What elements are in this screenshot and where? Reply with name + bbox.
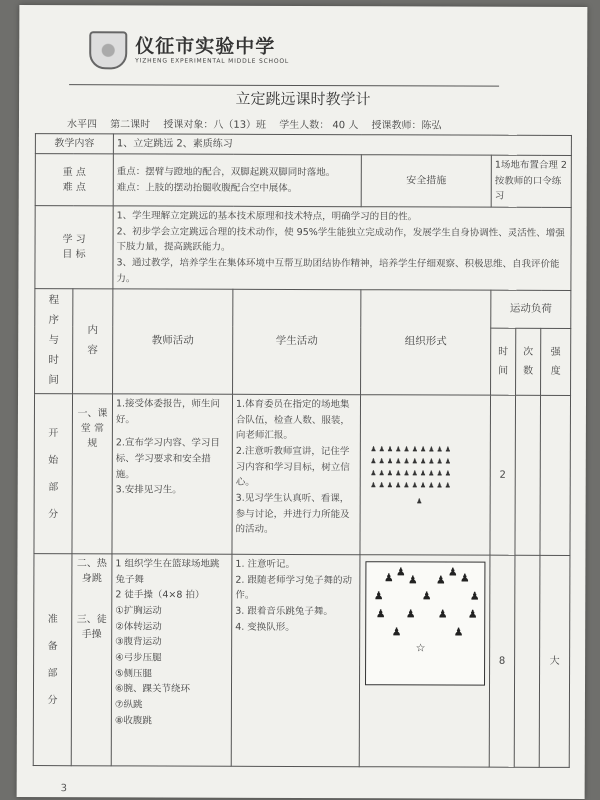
goal-item: 3、通过教学，培养学生在集体环境中互帮互助团结协作精神，培养学生仔细观察、积极思维、自我评价能力。 <box>116 257 560 285</box>
teacher-activity: 1.接受体委报告，师生问好。 2.宣布学习内容、学习目标、学习要求和安全措施。 3.安排见习生。 <box>112 394 233 554</box>
student-activity: 1.体育委员在指定的场地集合队伍，检查人数、服装，向老师汇报。 2.注意听教师宣讲，记住学习内容和学习目标，树立信心。 3.见习学生认真听、看课，参与讨论，并进行力所能及的活动。 <box>232 394 361 554</box>
intensity-value: 大 <box>539 555 570 767</box>
student-figure-icon: ♟ <box>405 607 416 621</box>
content-header: 内 容 <box>73 289 113 394</box>
phase-warmup: 准 备 部 分 <box>33 554 72 766</box>
lesson-plan-table <box>33 133 572 768</box>
time-value: 8 <box>489 555 515 767</box>
document-page <box>17 5 588 799</box>
organization-header: 组织形式 <box>361 290 491 395</box>
student-activity-header: 学生活动 <box>233 290 361 395</box>
safety-label: 安全措施 <box>361 155 491 207</box>
formation-diagram-warmup <box>359 555 490 767</box>
page-number: 3 <box>60 783 68 795</box>
teacher-name: 授课教师：陈弘 <box>371 120 442 132</box>
teacher-figure-icon: ♟ <box>416 496 423 505</box>
student-activity: 1. 注意听记。 2. 跟随老师学习兔子舞的动作。 3. 跟着音乐跳兔子舞。 4. 变换队形。 <box>231 554 360 766</box>
content-warmup: 二、热 身跳 三、徒 手操 <box>71 554 112 766</box>
phase-start: 开 始 部 分 <box>34 394 73 554</box>
count-header: 次 数 <box>516 328 541 395</box>
formation-row: ♟♟♟♟♟♟♟♟♟♟ <box>370 456 454 466</box>
teacher-star-icon: ☆ <box>415 641 426 655</box>
teacher-activity-header: 教师活动 <box>113 289 233 394</box>
content-value: 1、立定跳远 2、素质练习 <box>113 134 571 156</box>
teacher-activity: 1 组织学生在篮球场地跳兔子舞 2 徒手操（4×8 拍） ①扩胸运动 ②体转运动 ③腹背运动 ④弓步压腿 ⑤侧压腿 ⑥腕、踝关节绕环 ⑦纵跳 ⑧收腹跳 <box>111 554 232 766</box>
table-row <box>33 554 570 768</box>
key-points-label: 重 点 难 点 <box>35 154 113 206</box>
intensity-value <box>540 395 571 555</box>
student-figure-icon: ♟ <box>453 625 464 639</box>
student-count: 学生人数： 40 人 <box>279 119 359 132</box>
goal-item: 1、学生理解立定跳远的基本技术原理和技术特点，明确学习的目的性。 <box>116 210 418 223</box>
goals-list <box>113 206 571 291</box>
student-figure-icon: ♟ <box>467 607 478 621</box>
student-figure-icon: ♟ <box>469 589 480 603</box>
school-name-english: YIZHENG EXPERIMENTAL MIDDLE SCHOOL <box>135 57 290 65</box>
student-figure-icon: ♟ <box>395 565 406 579</box>
school-name: 仪征市实验中学 <box>135 35 276 58</box>
student-figure-icon: ♟ <box>375 607 386 621</box>
student-figure-icon: ♟ <box>391 625 402 639</box>
table-row <box>34 394 571 556</box>
count-value <box>515 395 541 555</box>
goal-item: 2、初步学会立定跳远合理的技术动作，使 95%学生能独立完成动作，发展学生自身协调性、灵活性、增强下肢力量，提高跳跃能力。 <box>116 226 565 254</box>
four-row-formation <box>370 440 480 510</box>
key-points-value: 重点：摆臂与蹬地的配合，双脚起跳双脚同时落地。 难点：上肢的摆动抬腿收腹配合空中展体。 <box>113 154 361 207</box>
student-figure-icon: ♟ <box>373 589 384 603</box>
student-figure-icon: ♟ <box>421 589 432 603</box>
time-header: 时 间 <box>491 328 516 395</box>
heart-formation-diagram <box>365 561 485 685</box>
formation-row: ♟♟♟♟♟♟♟♟♟♟ <box>370 480 453 490</box>
table-row <box>35 134 571 156</box>
level: 水平四 <box>66 119 97 131</box>
lesson-number: 第二课时 <box>110 119 151 131</box>
lesson-info <box>67 115 547 132</box>
student-figure-icon: ♟ <box>383 571 394 585</box>
load-header: 运动负荷 <box>491 291 571 329</box>
table-row <box>35 154 571 208</box>
student-figure-icon: ♟ <box>435 573 446 587</box>
content-routine: 一、课 堂 常 规 <box>72 394 113 554</box>
table-row <box>35 206 571 291</box>
target-class: 授课对象：八（13）班 <box>163 119 267 131</box>
time-value: 2 <box>490 395 516 555</box>
student-figure-icon: ♟ <box>407 573 418 587</box>
student-figure-icon: ♟ <box>437 607 448 621</box>
formation-row: ♟♟♟♟♟♟♟♟♟♟ <box>370 468 454 478</box>
content-label: 教学内容 <box>35 134 113 154</box>
goals-label: 学 习 目 标 <box>35 206 113 290</box>
count-value <box>514 555 540 767</box>
school-logo-icon <box>89 31 127 69</box>
student-figure-icon: ♟ <box>447 565 458 579</box>
intensity-header: 强 度 <box>541 328 571 395</box>
formation-diagram-start <box>360 395 491 555</box>
page-title: 立定跳远课时教学计 <box>235 89 371 109</box>
safety-value: 1场地布置合理 2按教师的口令练习 <box>491 155 571 207</box>
procedure-header: 程 序 与 时 间 <box>35 289 73 394</box>
table-header-row <box>35 289 571 328</box>
student-figure-icon: ♟ <box>459 571 470 585</box>
formation-row: ♟♟♟♟♟♟♟♟♟♟ <box>370 444 454 454</box>
